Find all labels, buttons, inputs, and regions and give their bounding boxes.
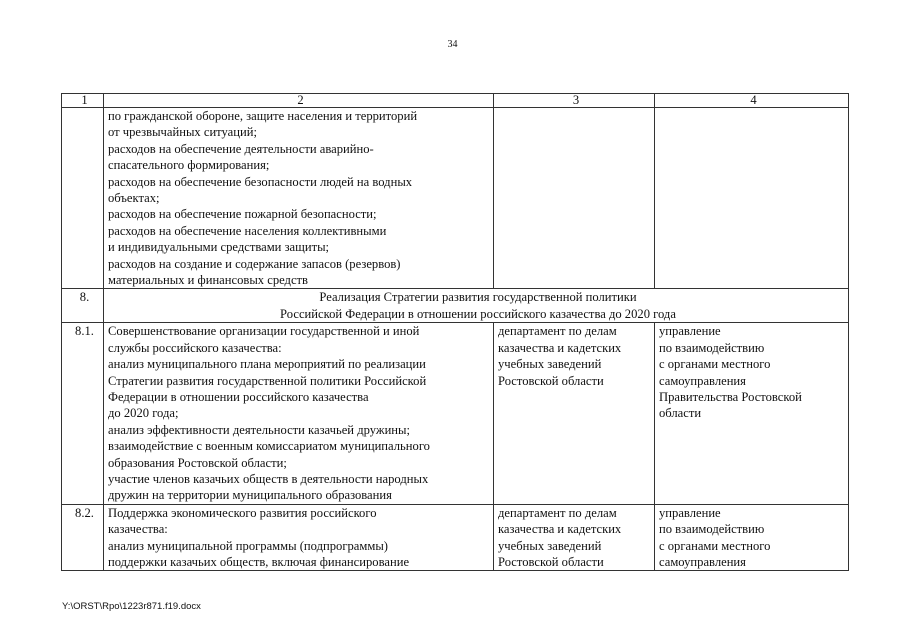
- row-number: 8.2.: [62, 504, 104, 571]
- text-line: образования Ростовской области;: [108, 455, 287, 470]
- header-col-4: 4: [655, 94, 849, 108]
- text-line: по гражданской обороне, защите населения и территорий: [108, 109, 418, 123]
- text-line: расходов на обеспечение деятельности аварийно-: [108, 141, 374, 156]
- text-line: Стратегии развития государственной политики Российской: [108, 373, 427, 388]
- text-line: казачества и кадетских: [498, 340, 622, 355]
- text-line: поддержки казачьих обществ, включая финансирование: [108, 554, 410, 569]
- coexecutor-cell: [655, 504, 849, 571]
- text-line: по взаимодействию: [659, 522, 765, 537]
- continuation-coexecutor-cell: [655, 108, 849, 289]
- text-line: от чрезвычайных ситуаций;: [108, 125, 257, 140]
- text-line: учебных заведений: [498, 538, 602, 553]
- text-line: анализ муниципального плана мероприятий по реализации: [108, 357, 426, 372]
- text-line: Поддержка экономического развития российского: [108, 505, 377, 520]
- measures-cell: [104, 323, 494, 504]
- text-line: спасательного формирования;: [108, 158, 270, 173]
- text-line: Ростовской области: [498, 373, 604, 388]
- section-number: 8.: [62, 289, 104, 323]
- text-line: управление: [659, 324, 721, 339]
- text-line: Правительства Ростовской: [659, 389, 802, 404]
- text-line: управление: [659, 505, 721, 520]
- text-line: Федерации в отношении российского казачества: [108, 389, 369, 404]
- text-line: казачества:: [108, 522, 168, 537]
- table-row: [62, 323, 849, 504]
- responsible-cell: [494, 504, 655, 571]
- text-line: департамент по делам: [498, 505, 617, 520]
- header-col-2: 2: [104, 94, 494, 108]
- text-line: взаимодействие с военным комиссариатом муниципального: [108, 439, 430, 454]
- table-header-row: [62, 94, 849, 108]
- row-number: 8.1.: [62, 323, 104, 504]
- section-row: [62, 289, 849, 323]
- text-line: расходов на создание и содержание запасов (резервов): [108, 256, 401, 271]
- text-line: расходов на обеспечение безопасности людей на водных: [108, 174, 413, 189]
- continuation-responsible-cell: [494, 108, 655, 289]
- document-table: [61, 93, 849, 571]
- text-line: по взаимодействию: [659, 340, 765, 355]
- text-line: Ростовской области: [498, 554, 604, 569]
- text-line: Совершенствование организации государственной и иной: [108, 324, 420, 339]
- text-line: материальных и финансовых средств: [108, 273, 309, 288]
- text-line: с органами местного: [659, 357, 771, 372]
- file-path-footer: Y:\ORST\Rpo\1223r871.f19.docx: [62, 601, 201, 612]
- header-col-1: 1: [62, 94, 104, 108]
- text-line: Российской Федерации в отношении российского казачества до 2020 года: [280, 306, 676, 321]
- text-line: с органами местного: [659, 538, 771, 553]
- text-line: самоуправления: [659, 373, 746, 388]
- table-row: [62, 504, 849, 571]
- text-line: учебных заведений: [498, 357, 602, 372]
- row-number: [62, 108, 104, 289]
- text-line: расходов на обеспечение населения коллективными: [108, 223, 387, 238]
- continuation-row: [62, 108, 849, 289]
- text-line: казачества и кадетских: [498, 522, 622, 537]
- header-col-3: 3: [494, 94, 655, 108]
- text-line: департамент по делам: [498, 324, 617, 339]
- text-line: расходов на обеспечение пожарной безопасности;: [108, 207, 377, 222]
- section-title: [104, 289, 849, 323]
- text-line: и индивидуальными средствами защиты;: [108, 240, 330, 255]
- text-line: дружин на территории муниципального образования: [108, 488, 392, 503]
- text-line: объектах;: [108, 191, 160, 206]
- text-line: анализ муниципальной программы (подпрограммы): [108, 538, 388, 553]
- text-line: службы российского казачества:: [108, 340, 282, 355]
- text-line: Реализация Стратегии развития государственной политики: [319, 290, 637, 305]
- text-line: области: [659, 406, 702, 421]
- text-line: до 2020 года;: [108, 406, 179, 421]
- text-line: самоуправления: [659, 554, 746, 569]
- measures-cell: [104, 504, 494, 571]
- text-line: анализ эффективности деятельности казачьей дружины;: [108, 422, 411, 437]
- page-number: 34: [447, 39, 458, 50]
- continuation-measures-cell: [104, 108, 494, 289]
- coexecutor-cell: [655, 323, 849, 504]
- text-line: участие членов казачьих обществ в деятельности народных: [108, 471, 429, 486]
- responsible-cell: [494, 323, 655, 504]
